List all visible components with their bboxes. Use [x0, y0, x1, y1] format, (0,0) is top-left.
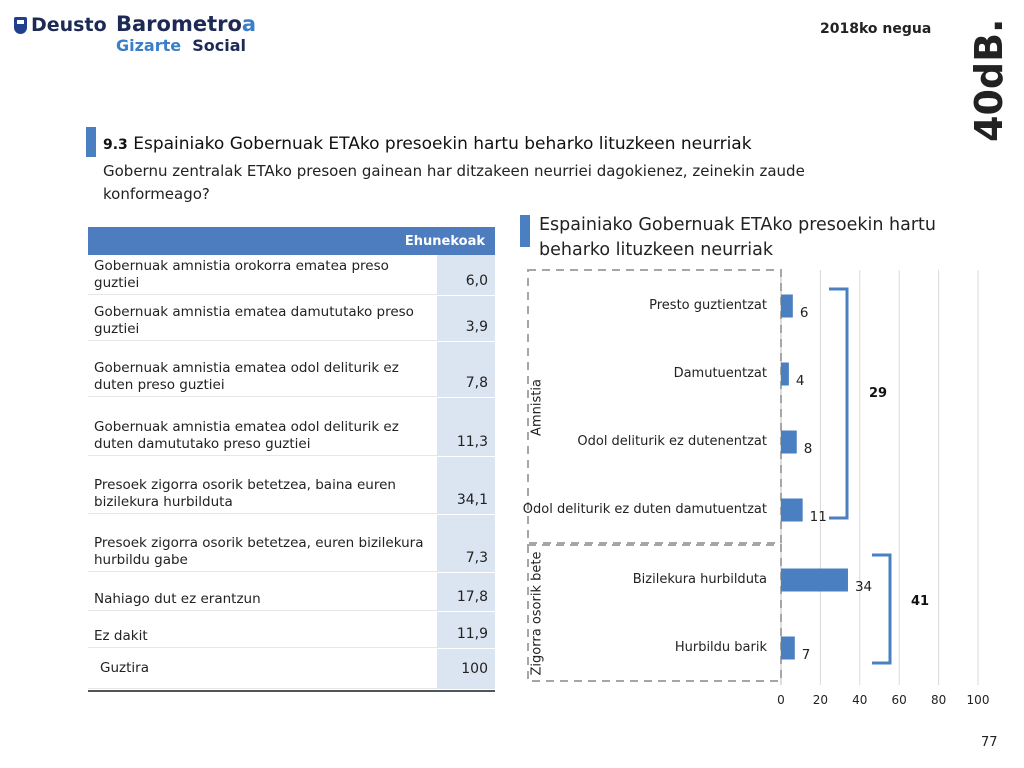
bar-value-label: 4 — [795, 373, 805, 389]
table-header: Ehunekoak — [88, 227, 495, 255]
row-value: 7,3 — [437, 515, 495, 572]
bar — [781, 431, 797, 454]
row-label: Ez dakit — [88, 612, 437, 648]
x-tick-label: 80 — [930, 693, 947, 707]
zigorra-brace — [872, 555, 890, 663]
barometroa-logo-accent: a — [241, 12, 257, 36]
row-label: Nahiago dut ez erantzun — [88, 573, 437, 611]
row-value: 6,0 — [437, 255, 495, 295]
table-row — [88, 296, 495, 342]
row-label: Gobernuak amnistia ematea odol deliturik ez duten damututako preso guztiei — [88, 398, 437, 456]
row-value: 34,1 — [437, 457, 495, 514]
bar — [781, 569, 848, 592]
page-number: 77 — [981, 735, 998, 750]
barometroa-logo-main: Barometro — [116, 12, 242, 36]
row-value: 11,9 — [437, 612, 495, 648]
social-logo-text: Social — [192, 36, 247, 55]
table-row — [88, 612, 495, 649]
row-label: Gobernuak amnistia orokorra ematea preso guztiei — [88, 255, 437, 295]
row-label: Gobernuak amnistia ematea damututako preso guztiei — [88, 296, 437, 341]
season-label: 2018ko negua — [820, 21, 932, 37]
table-row — [88, 573, 495, 612]
percent-table — [88, 227, 495, 692]
x-tick-label: 100 — [966, 693, 990, 707]
total-value: 100 — [437, 649, 495, 689]
bar-value-label: 6 — [799, 305, 809, 321]
group-sum-amnistia: 29 — [864, 386, 892, 401]
bar — [781, 363, 789, 386]
category-label: Damutuentzat — [673, 366, 767, 381]
bar-value-label: 7 — [801, 647, 811, 663]
row-label: Presoek zigorra osorik betetzea, euren bizilekura hurbildu gabe — [88, 515, 437, 572]
40db-logo: 40dB. — [967, 18, 1011, 142]
row-value: 3,9 — [437, 296, 495, 341]
category-label: Bizilekura hurbilduta — [632, 572, 767, 587]
section-title-text: Espainiako Gobernuak ETAko presoekin hartu beharko lituzkeen neurriak — [133, 134, 752, 154]
table-row — [88, 255, 495, 296]
bar — [781, 295, 793, 318]
category-label: Hurbildu barik — [674, 640, 767, 655]
table-row — [88, 398, 495, 457]
amnistia-brace — [829, 289, 847, 518]
chart-title: Espainiako Gobernuak ETAko presoekin hartu beharko lituzkeen neurriak — [539, 215, 936, 260]
zigorra-group-box — [528, 545, 781, 681]
category-label: Odol deliturik ez duten damutuentzat — [522, 502, 767, 517]
section-title-marker — [86, 127, 96, 157]
row-label: Gobernuak amnistia ematea odol deliturik ez duten preso guztiei — [88, 342, 437, 397]
gizarte-logo-text: Gizarte — [116, 36, 182, 55]
section-number: 9.3 — [103, 137, 128, 153]
row-label: Presoek zigorra osorik betetzea, baina euren bizilekura hurbilduta — [88, 457, 437, 514]
group-label-amnistia: Amnistia — [529, 379, 545, 436]
row-value: 11,3 — [437, 398, 495, 456]
bar-value-label: 8 — [803, 441, 813, 457]
x-tick-label: 20 — [812, 693, 829, 707]
group-sum-zigorra: 41 — [906, 594, 934, 609]
deusto-logo-text: Deusto — [31, 14, 107, 36]
table-row — [88, 515, 495, 573]
bar-value-label: 11 — [809, 509, 827, 525]
bar — [781, 637, 795, 660]
deusto-logo — [14, 14, 107, 36]
barometroa-logo — [116, 12, 256, 36]
table-bottom-rule — [88, 690, 495, 692]
x-tick-label: 40 — [852, 693, 868, 707]
row-value: 7,8 — [437, 342, 495, 397]
category-label: Presto guztientzat — [649, 298, 767, 313]
total-label: Guztira — [88, 649, 437, 689]
row-value: 17,8 — [437, 573, 495, 611]
bar-chart — [520, 265, 1010, 715]
category-label: Odol deliturik ez dutenentzat — [577, 434, 767, 449]
x-tick-label: 0 — [777, 693, 785, 707]
group-label-zigorra: Zigorra osorik bete — [529, 551, 545, 676]
bar-value-label: 34 — [854, 579, 873, 595]
section-subtitle: Gobernu zentralak ETAko presoen gainean har ditzakeen neurriei dagokienez, zeinekin zaude konformeago? — [103, 162, 805, 203]
chart-title-marker — [520, 215, 530, 247]
table-row — [88, 457, 495, 515]
deusto-shield-icon — [14, 17, 27, 34]
table-row — [88, 342, 495, 398]
table-total-row — [88, 649, 495, 690]
x-tick-label: 60 — [891, 693, 907, 707]
gizarte-social-logo — [116, 36, 246, 55]
bar — [781, 499, 803, 522]
section-title — [103, 134, 752, 154]
